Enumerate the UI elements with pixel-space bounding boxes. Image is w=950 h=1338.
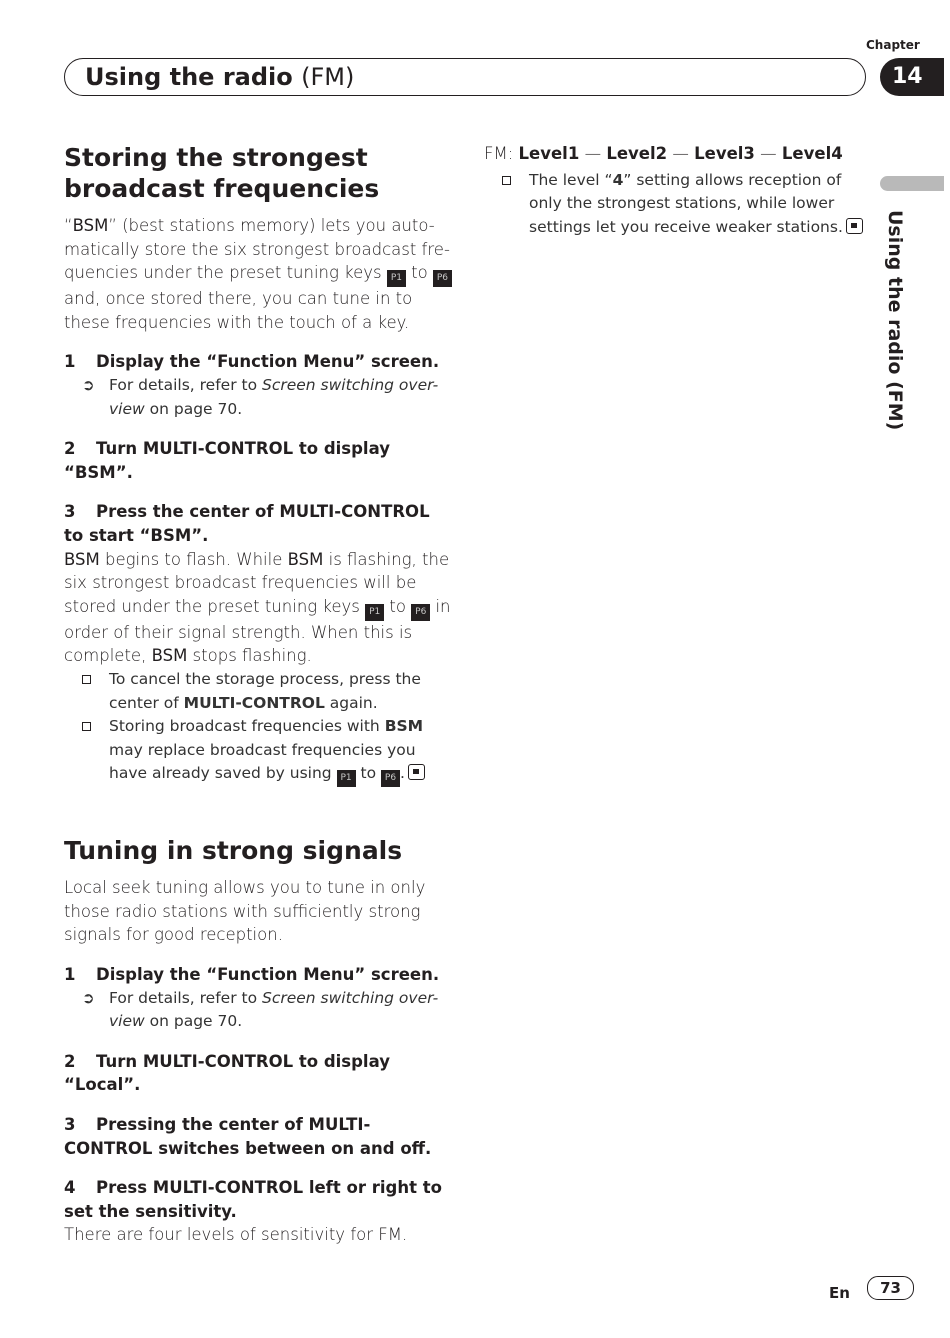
step-heading: 3 Press the center of MULTI-CONTROL to start “BSM”. <box>64 502 430 545</box>
step-heading: 2 Turn MULTI-CONTROL to display “Local”. <box>64 1051 390 1095</box>
note-item: Storing broadcast frequencies with BSM may replace broadcast frequencies you have already saved by using P1 to P6 . <box>64 715 454 787</box>
chapter-title: Using the radio (FM) <box>85 63 355 91</box>
chapter-number: 14 <box>880 58 944 96</box>
step-heading: 3 Pressing the center of MULTI-CONTROL switches between on and off. <box>64 1115 432 1158</box>
p6-key-icon: P6 <box>381 770 400 787</box>
right-column <box>484 142 874 239</box>
p1-key-icon: P1 <box>337 770 356 787</box>
arrow-icon: ➲ <box>82 375 95 394</box>
end-mark-icon <box>408 764 425 780</box>
local-intro: Local seek tuning allows you to tune in only those radio stations with sufficiently strong signals for good reception. <box>64 878 426 945</box>
p6-key-icon: P6 <box>433 270 452 287</box>
chapter-label: Chapter <box>866 38 920 52</box>
note-item: To cancel the storage process, press the center of MULTI-CONTROL again. <box>64 668 454 715</box>
step-heading: 1 Display the “Function Menu” screen. <box>64 965 440 985</box>
checkbox-bullet-icon <box>82 722 91 731</box>
step-heading: 4 Press MULTI-CONTROL left or right to set the sensitivity. <box>64 1178 442 1221</box>
step-note: ➲ For details, refer to Screen switching over-view on page 70. <box>82 375 439 418</box>
step-heading: 2 Turn MULTI-CONTROL to display “BSM”. <box>64 439 390 482</box>
note-item: The level “4” setting allows reception of only the strongest stations, while lower settings let you receive weaker stations. <box>484 169 874 240</box>
side-tab-marker <box>880 176 944 191</box>
bsm-intro: “BSM” (best stations memory) lets you auto-matically store the six strongest broadcast fre-quencies under the preset tuning keys P1 to P6 and, once stored there, you can tune in to these frequencies with the touch of a key. <box>64 214 454 334</box>
left-column <box>64 142 454 1247</box>
p1-key-icon: P1 <box>387 270 406 287</box>
section-heading-local: Tuning in strong signals <box>64 836 403 866</box>
p6-key-icon: P6 <box>411 604 430 621</box>
section-heading-bsm: Storing the strongest broadcast frequencies <box>64 143 380 203</box>
page-number: 73 <box>867 1276 914 1300</box>
side-tab-label: Using the radio (FM) <box>884 210 906 431</box>
step-note: ➲ For details, refer to Screen switching over-view on page 70. <box>82 988 439 1031</box>
step-body: BSM begins to flash. While BSM is flashing, the six strongest broadcast frequencies will be stored under the preset tuning keys P1 to P6 in order of their signal strength. When this is complete, BSM stops flashing. <box>64 549 451 666</box>
chapter-title-bar <box>64 58 866 96</box>
p1-key-icon: P1 <box>365 604 384 621</box>
footer-language: En <box>829 1284 850 1302</box>
checkbox-bullet-icon <box>502 176 511 185</box>
checkbox-bullet-icon <box>82 675 91 684</box>
step-heading: 1 Display the “Function Menu” screen. <box>64 352 440 372</box>
arrow-icon: ➲ <box>82 988 95 1007</box>
step-body: There are four levels of sensitivity for FM. <box>64 1225 408 1245</box>
fm-levels: FM: Level1 — Level2 — Level3 — Level4 <box>484 144 843 163</box>
end-mark-icon <box>846 218 863 234</box>
